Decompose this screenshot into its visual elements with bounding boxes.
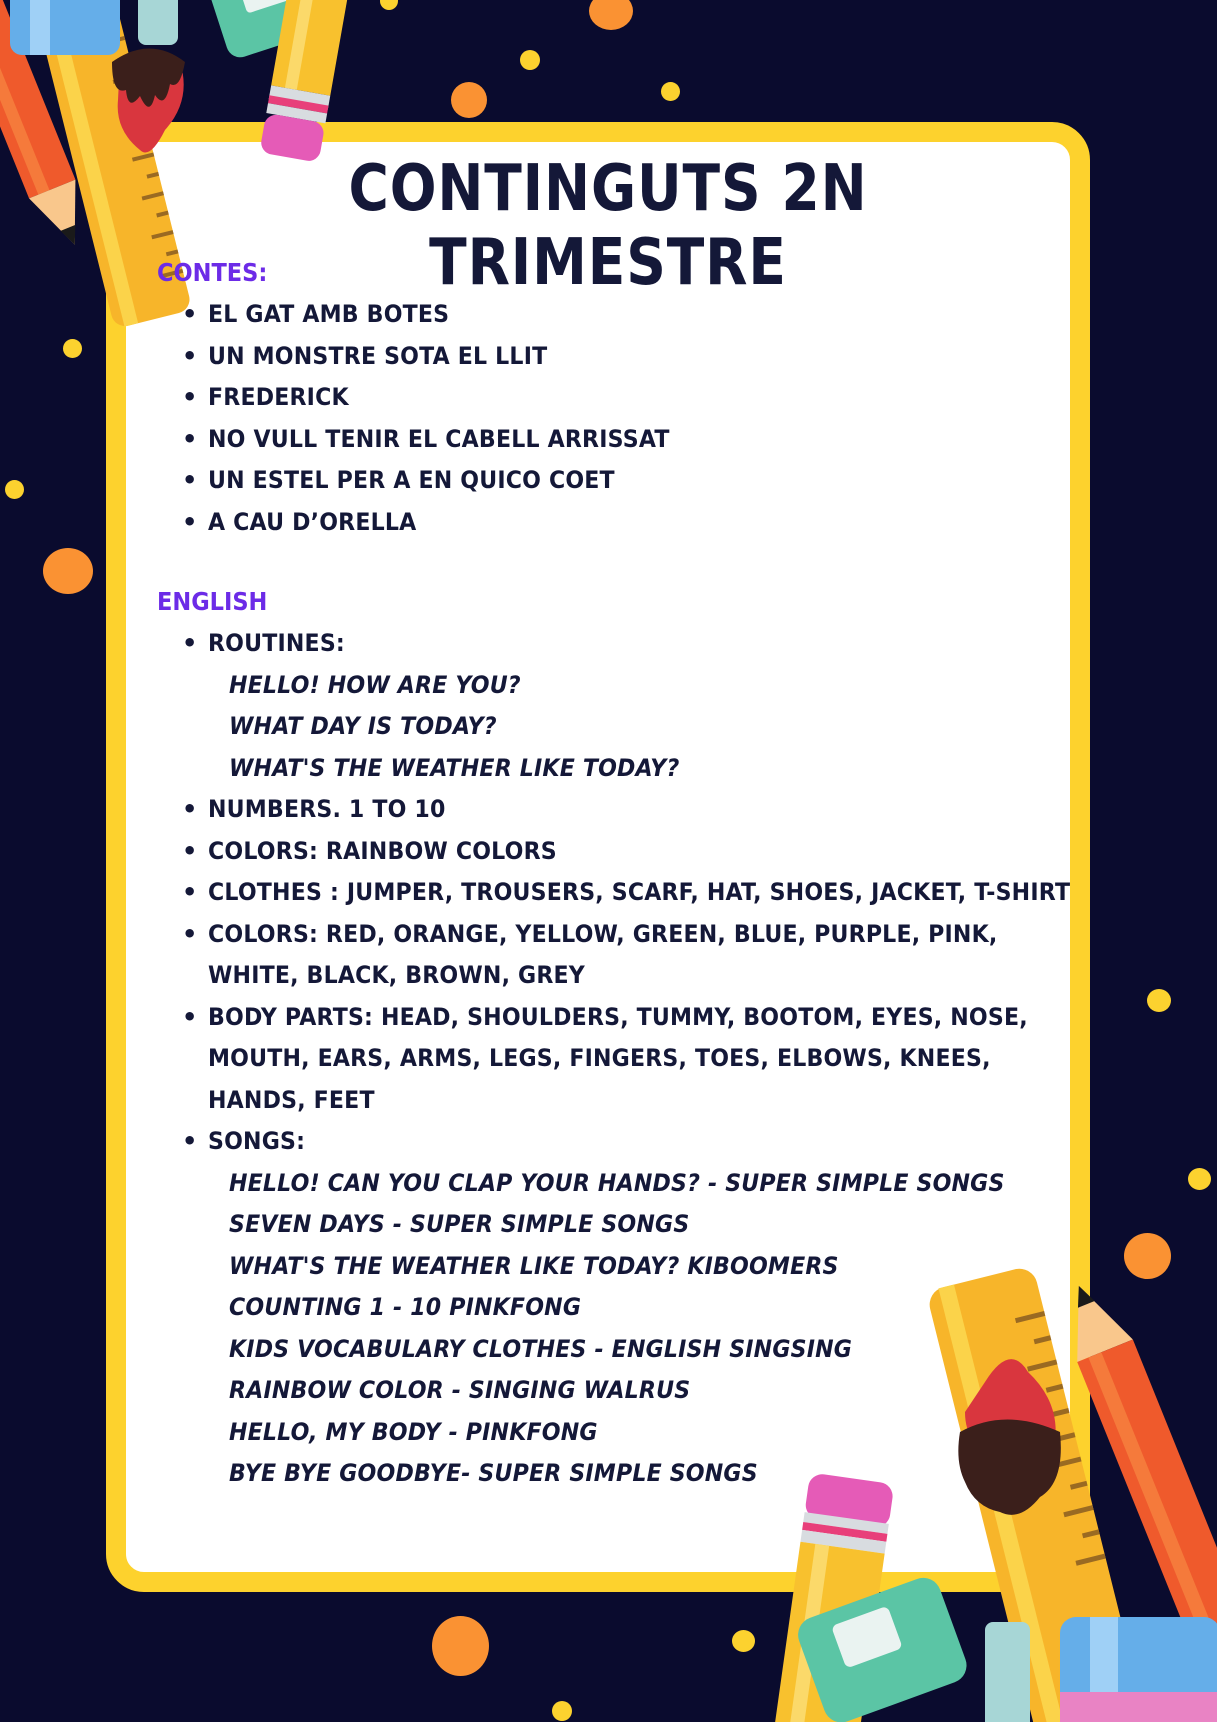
sub-item: BYE BYE GOODBYE- SUPER SIMPLE SONGS	[229, 1459, 758, 1487]
sub-item: RAINBOW COLOR - SINGING WALRUS	[229, 1376, 691, 1404]
decor-dot	[732, 1630, 755, 1652]
decor-dot	[451, 82, 487, 118]
content-body	[157, 252, 1077, 1495]
list-item: • FREDERICK	[157, 377, 1077, 419]
list-item: • UN ESTEL PER A EN QUICO COET	[157, 460, 1077, 502]
list-item: • A CAU D’ORELLA	[157, 502, 1077, 544]
english-heading: ENGLISH	[157, 587, 268, 616]
contes-heading: CONTES:	[157, 258, 268, 287]
list-item-routines: • ROUTINES:	[157, 623, 1077, 665]
list-item: • NUMBERS. 1 TO 10	[157, 789, 1077, 831]
decor-dot	[1147, 989, 1171, 1012]
list-item: • COLORS: RED, ORANGE, YELLOW, GREEN, BLUE, PURPLE, PINK, WHITE, BLACK, BROWN, GREY	[157, 914, 1077, 997]
decor-dot	[432, 1616, 489, 1676]
list-item: • UN MONSTRE SOTA EL LLIT	[157, 336, 1077, 378]
sub-item: HELLO! CAN YOU CLAP YOUR HANDS? - SUPER SIMPLE SONGS	[229, 1168, 1005, 1197]
list-item: • NO VULL TENIR EL CABELL ARRISSAT	[157, 419, 1077, 461]
decor-dot	[552, 1701, 572, 1721]
sub-item: WHAT DAY IS TODAY?	[229, 712, 497, 740]
list-item: • EL GAT AMB BOTES	[157, 294, 1077, 336]
decor-dot	[43, 548, 93, 594]
sub-item: COUNTING 1 - 10 PINKFONG	[229, 1293, 582, 1321]
decor-dot	[5, 480, 24, 499]
list-item-songs: • SONGS:	[157, 1121, 1077, 1163]
list-item: • COLORS: RAINBOW COLORS	[157, 831, 1077, 873]
sub-item: KIDS VOCABULARY CLOTHES - ENGLISH SINGSING	[229, 1334, 853, 1363]
sub-item: HELLO! HOW ARE YOU?	[229, 670, 521, 699]
decor-dot	[661, 82, 680, 101]
sub-item: WHAT'S THE WEATHER LIKE TODAY?	[229, 753, 680, 782]
decor-dot	[589, 0, 633, 30]
list-item: • CLOTHES : JUMPER, TROUSERS, SCARF, HAT, SHOES, JACKET, T-SHIRT	[157, 872, 1077, 914]
english-list	[157, 623, 1077, 1495]
decor-dot	[63, 339, 82, 358]
decor-dot	[380, 0, 398, 10]
list-item: • BODY PARTS: HEAD, SHOULDERS, TUMMY, BOOTOM, EYES, NOSE, MOUTH, EARS, ARMS, LEGS, FINGERS, TOES, ELBOWS, KNEES, HANDS, FEET	[157, 997, 1077, 1122]
sub-item: WHAT'S THE WEATHER LIKE TODAY? KIBOOMERS	[229, 1251, 839, 1280]
decor-dot	[520, 50, 540, 70]
page-title: CONTINGUTS 2N TRIMESTRE	[348, 152, 868, 300]
sub-item: SEVEN DAYS - SUPER SIMPLE SONGS	[229, 1210, 690, 1238]
decor-dot	[1188, 1168, 1211, 1190]
sub-item: HELLO, MY BODY - PINKFONG	[229, 1417, 598, 1446]
contes-list	[157, 294, 1077, 543]
